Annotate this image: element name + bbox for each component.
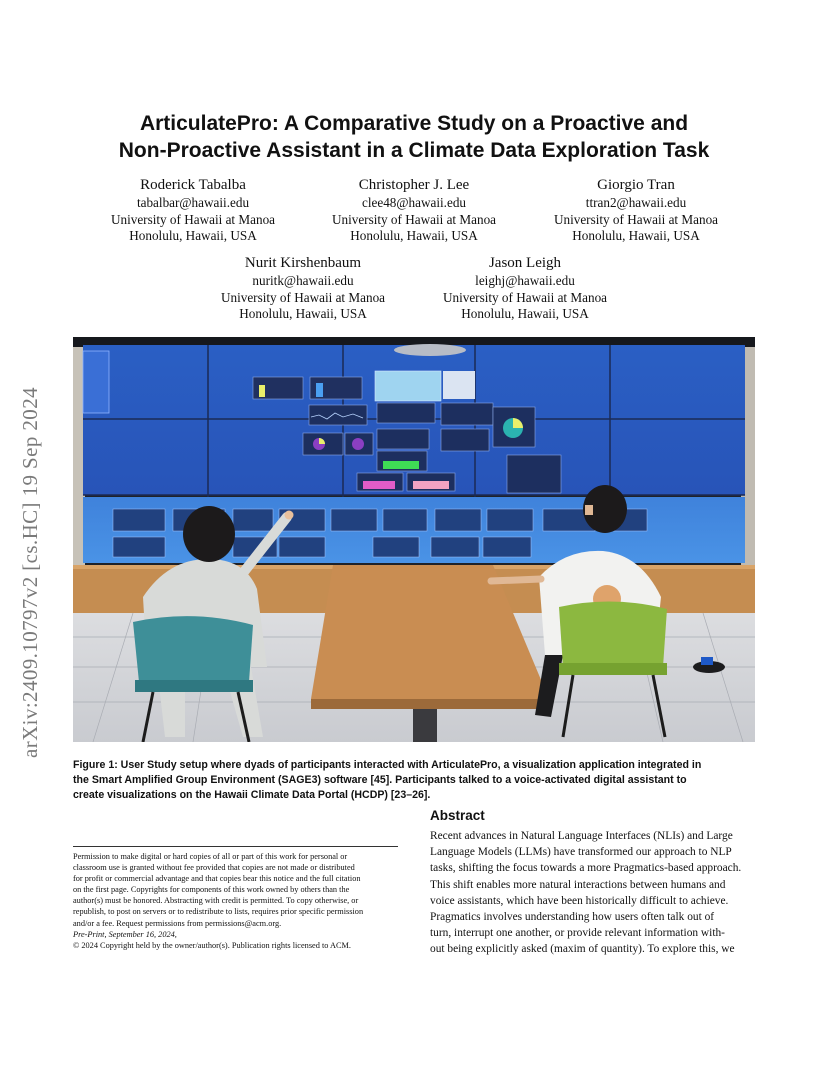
abstract-line: This shift enables more natural interactions between humans and	[430, 878, 726, 891]
permission-line: and/or a fee. Request permissions from permissions@acm.org.	[73, 918, 282, 928]
author-name: Christopher J. Lee	[358, 177, 470, 193]
permission-notice	[73, 851, 398, 951]
author-block	[294, 176, 534, 245]
author-email: nuritk@hawaii.edu	[252, 273, 354, 288]
permission-line: author(s) must be honored. Abstracting with credit is permitted. To copy otherwise, or	[73, 896, 359, 906]
permission-line: classroom use is granted without fee provided that copies are not made or distributed	[73, 863, 355, 873]
author-location: Honolulu, Hawaii, USA	[239, 306, 367, 321]
title-line: ArticulatePro: A Comparative Study on a Proactive and	[139, 112, 689, 135]
abstract-line: Recent advances in Natural Language Interfaces (NLIs) and Large	[430, 830, 733, 842]
author-location: Honolulu, Hawaii, USA	[461, 306, 589, 321]
author-affiliation: University of Hawaii at Manoa	[331, 211, 497, 227]
author-affiliation: University of Hawaii at Manoa	[442, 289, 608, 305]
author-block	[516, 176, 756, 245]
user-study-photo-illustration	[73, 337, 755, 742]
title-line: Non-Proactive Assistant in a Climate Data Exploration Task	[118, 139, 710, 162]
abstract-line: Pragmatics involves understanding how users often talk out of	[430, 911, 715, 924]
abstract-line: Language Models (LLMs) have transformed our approach to NLP	[430, 846, 732, 859]
abstract-body	[430, 828, 757, 958]
author-block	[405, 254, 645, 323]
author-email: tabalbar@hawaii.edu	[136, 195, 250, 210]
figure-caption	[73, 758, 757, 803]
author-name: Jason Leigh	[488, 255, 562, 271]
copyright-note: © 2024 Copyright held by the owner/author(s). Publication rights licensed to ACM.	[73, 940, 351, 950]
abstract-line: tasks, shifting the focus towards a more Pragmatics-based approach.	[430, 862, 742, 875]
author-name: Giorgio Tran	[597, 177, 675, 193]
permission-line: republish, to post on servers or to redistribute to lists, requires prior specific permission	[73, 907, 364, 917]
caption-line: Figure 1: User Study setup where dyads of participants interacted with ArticulatePro, a visualization application integrated in	[73, 759, 702, 771]
figure-photo	[73, 337, 755, 742]
abstract-line: voice assistants, which have been historically difficult to achieve.	[430, 894, 729, 907]
paper-title	[0, 110, 828, 164]
permission-line: Permission to make digital or hard copies of all or part of this work for personal or	[73, 852, 348, 861]
preprint-note: Pre-Print, September 16, 2024,	[73, 929, 177, 939]
permission-line: on the first page. Copyrights for components of this work owned by others than the	[73, 885, 350, 895]
author-location: Honolulu, Hawaii, USA	[129, 228, 257, 243]
author-email: ttran2@hawaii.edu	[585, 195, 687, 210]
author-name: Roderick Tabalba	[140, 177, 246, 193]
author-name: Nurit Kirshenbaum	[244, 255, 362, 271]
caption-line: the Smart Amplified Group Environment (SAGE3) software [45]. Participants talked to a voice-activated digital assistant to	[73, 774, 687, 786]
author-affiliation: University of Hawaii at Manoa	[553, 211, 719, 227]
permission-line: for profit or commercial advantage and that copies bear this notice and the full citation	[73, 874, 361, 884]
author-block	[73, 176, 313, 245]
author-email: leighj@hawaii.edu	[475, 273, 575, 288]
arxiv-identifier: arXiv:2409.10797v2 [cs.HC] 19 Sep 2024	[18, 386, 42, 758]
abstract-line: out being explicitly asked (maxim of quantity). To explore this, we	[430, 943, 735, 956]
author-location: Honolulu, Hawaii, USA	[572, 228, 700, 243]
author-email: clee48@hawaii.edu	[361, 195, 467, 210]
author-affiliation: University of Hawaii at Manoa	[220, 289, 386, 305]
abstract-heading: Abstract	[430, 808, 485, 823]
author-location: Honolulu, Hawaii, USA	[350, 228, 478, 243]
author-block	[183, 254, 423, 323]
author-affiliation: University of Hawaii at Manoa	[110, 211, 276, 227]
footnote-divider	[73, 846, 398, 847]
abstract-line: turn, interrupt one another, or provide relevant information with-	[430, 927, 725, 940]
caption-line: create visualizations on the Hawaii Climate Data Portal (HCDP) [23–26].	[73, 789, 431, 801]
